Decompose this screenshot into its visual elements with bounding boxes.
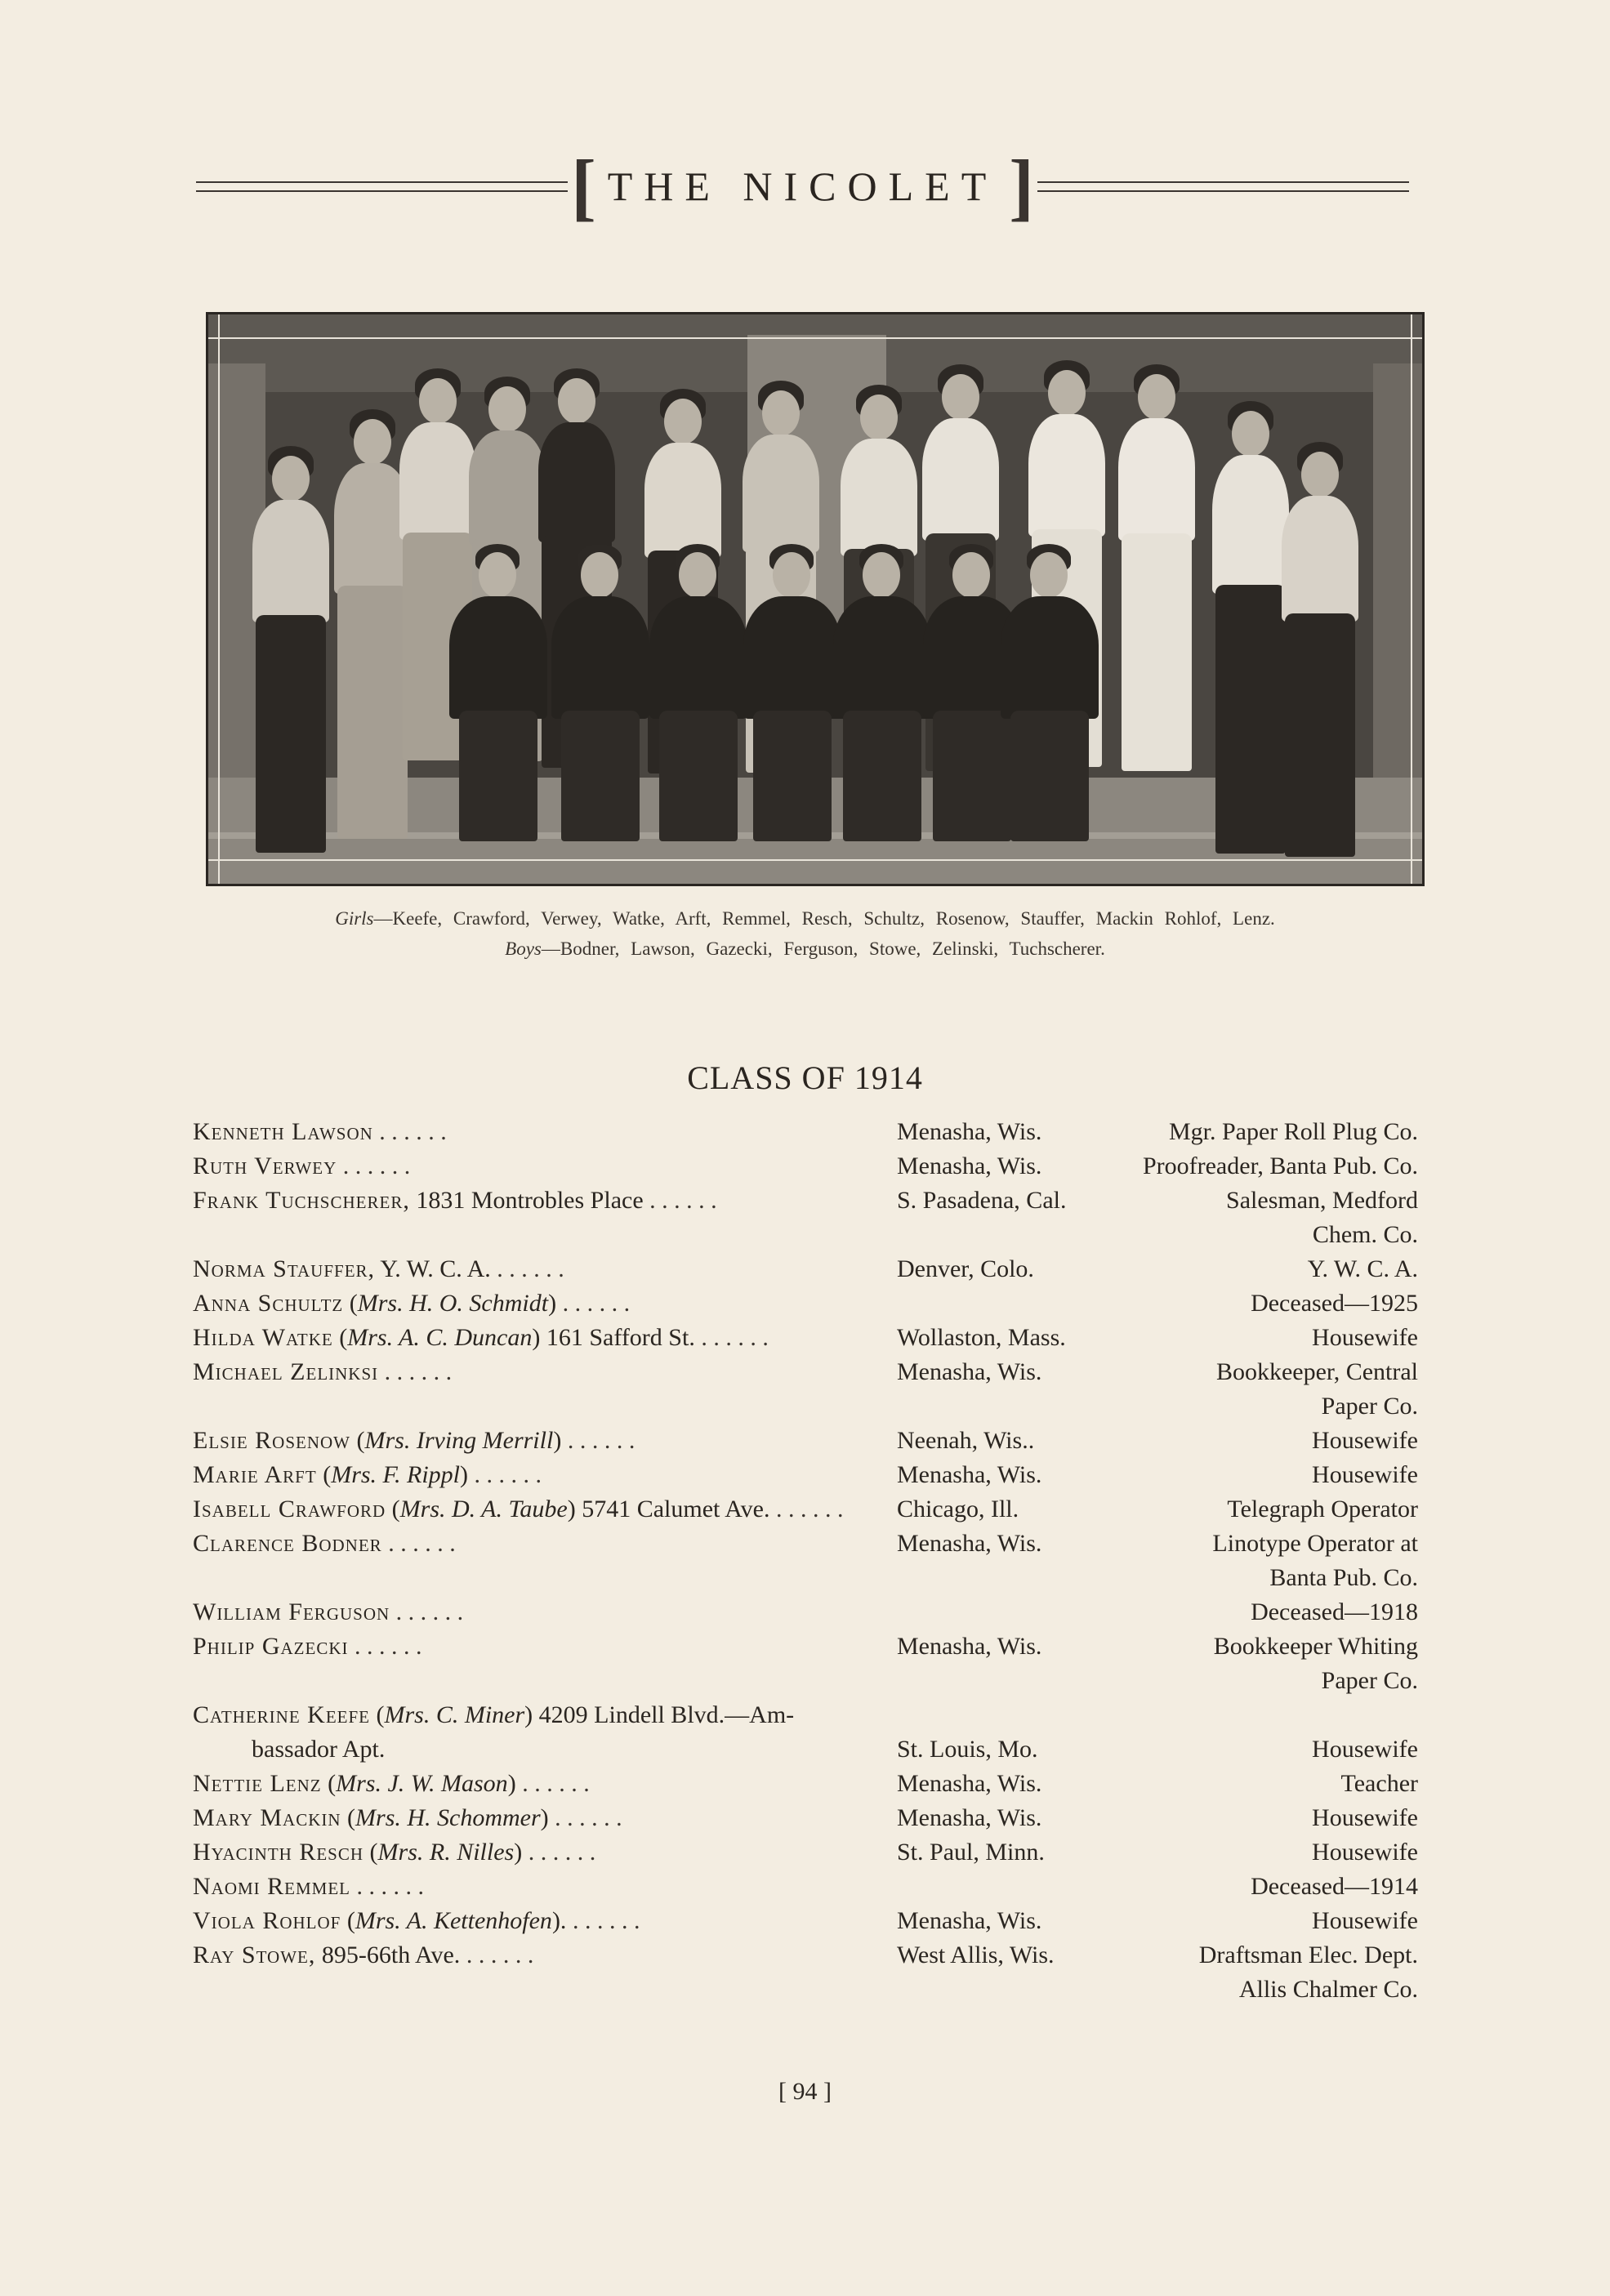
- roster-married-name: Mrs. F. Rippl: [331, 1461, 460, 1488]
- roster-married-name: Mrs. A. C. Duncan: [347, 1324, 533, 1351]
- class-heading: CLASS OF 1914: [687, 1059, 923, 1096]
- photo-figure: [992, 547, 1107, 849]
- caption-girls-names: —Keefe, Crawford, Verwey, Watke, Arft, Remmel, Resch, Schultz, Rosenow, Stauffer, Mackin Rohlof, Lenz.: [373, 908, 1275, 929]
- photo-figure: [441, 547, 555, 849]
- roster-city: Menasha, Wis.: [897, 1770, 1042, 1797]
- roster-address: 895-66th Ave.: [315, 1942, 461, 1968]
- roster-occupation: Housewife: [1312, 1324, 1418, 1351]
- roster-name: Michael Zelinksi . . . . . .: [193, 1358, 453, 1385]
- roster-occupation: Y. W. C. A.: [1307, 1255, 1418, 1282]
- roster-occupation: Deceased—1925: [1251, 1290, 1418, 1317]
- roster-name: Kenneth Lawson . . . . . .: [193, 1118, 447, 1145]
- roster-name: Marie Arft (Mrs. F. Rippl) . . . . . .: [193, 1461, 542, 1488]
- roster-occupation: Draftsman Elec. Dept. Allis Chalmer Co.: [1198, 1942, 1418, 2003]
- roster-married-name: Mrs. Irving Merrill: [364, 1427, 554, 1454]
- roster-address: ): [553, 1427, 562, 1454]
- roster-occupation: Deceased—1918: [1251, 1598, 1418, 1625]
- roster-name: Naomi Remmel . . . . . .: [193, 1873, 424, 1900]
- roster-name: Ray Stowe, 895-66th Ave. . . . . . .: [193, 1942, 534, 1968]
- roster-address: ) 161 Safford St.: [532, 1324, 695, 1351]
- class-group-photo: [206, 312, 1425, 886]
- class-roster: [193, 1115, 1418, 2003]
- roster-name: Clarence Bodner . . . . . .: [193, 1530, 456, 1557]
- roster-name: Viola Rohlof (Mrs. A. Kettenhofen). . . . . . .: [193, 1907, 640, 1934]
- header-right-bracket: ]: [1009, 145, 1034, 228]
- photo-caption-boys: [0, 938, 1610, 960]
- roster-married-name: Mrs. D. A. Taube: [399, 1496, 568, 1522]
- roster-married-name: Mrs. A. Kettenhofen: [355, 1907, 552, 1934]
- caption-boys-names: —Bodner, Lawson, Gazecki, Ferguson, Stowe, Zelinski, Tuchscherer.: [541, 938, 1105, 959]
- roster-occupation: Deceased—1914: [1251, 1873, 1418, 1900]
- roster-name: Norma Stauffer, Y. W. C. A. . . . . . .: [193, 1255, 564, 1282]
- roster-name: Elsie Rosenow (Mrs. Irving Merrill) . . . . . .: [193, 1427, 636, 1454]
- page-title: THE NICOLET: [607, 163, 998, 209]
- photo-figure: [543, 547, 658, 849]
- roster-married-name: Mrs. C. Miner: [384, 1701, 525, 1728]
- caption-girls-label: Girls: [335, 908, 374, 929]
- roster-occupation: Bookkeeper Whiting Paper Co.: [1213, 1633, 1418, 1694]
- roster-occupation: Housewife: [1312, 1736, 1418, 1763]
- photo-figure: [1107, 368, 1205, 751]
- roster-address: ): [507, 1770, 516, 1797]
- roster-address: ): [460, 1461, 468, 1488]
- roster-name: Anna Schultz (Mrs. H. O. Schmidt) . . . . . .: [193, 1290, 631, 1317]
- roster-city: Menasha, Wis.: [897, 1804, 1042, 1831]
- roster-city: Menasha, Wis.: [897, 1907, 1042, 1934]
- roster-name: Isabell Crawford (Mrs. D. A. Taube) 5741 Calumet Ave. . . . . . .: [193, 1496, 844, 1522]
- photo-caption-girls: [0, 908, 1610, 930]
- page-number: [ 94 ]: [778, 2078, 832, 2105]
- roster-occupation: Teacher: [1340, 1770, 1418, 1797]
- roster-occupation: Telegraph Operator: [1227, 1496, 1418, 1522]
- roster-entry: [193, 1527, 1418, 1595]
- roster-occupation: Linotype Operator at Banta Pub. Co.: [1212, 1530, 1418, 1591]
- roster-occupation: Salesman, Medford Chem. Co.: [1226, 1187, 1418, 1248]
- roster-name: William Ferguson . . . . . .: [193, 1598, 464, 1625]
- roster-married-name: Mrs. R. Nilles: [377, 1839, 515, 1866]
- roster-occupation: Housewife: [1312, 1461, 1418, 1488]
- roster-occupation: Mgr. Paper Roll Plug Co.: [1168, 1118, 1418, 1145]
- roster-name: Catherine Keefe (Mrs. C. Miner) 4209 Lindell Blvd.—Am-: [193, 1701, 795, 1728]
- roster-city: Menasha, Wis.: [897, 1152, 1042, 1179]
- roster-name: Frank Tuchscherer, 1831 Montrobles Place . . . . . .: [193, 1187, 717, 1214]
- photo-figure: [1270, 445, 1368, 837]
- roster-name: Ruth Verwey . . . . . .: [193, 1152, 411, 1179]
- header-right-rule: [1037, 181, 1409, 192]
- roster-city: Menasha, Wis.: [897, 1633, 1042, 1660]
- roster-city: Neenah, Wis..: [897, 1427, 1035, 1454]
- roster-married-name: Mrs. H. O. Schmidt: [357, 1290, 549, 1317]
- roster-name: Hilda Watke (Mrs. A. C. Duncan) 161 Safford St. . . . . . .: [193, 1324, 769, 1351]
- roster-married-name: Mrs. H. Schommer: [355, 1804, 541, 1831]
- roster-address: ) 4209 Lindell Blvd.—Am-: [524, 1701, 795, 1728]
- roster-occupation: Proofreader, Banta Pub. Co.: [1142, 1152, 1418, 1179]
- header-left-rule: [196, 181, 568, 192]
- roster-entry: [193, 1938, 1418, 2007]
- roster-entry: [193, 1698, 1418, 1767]
- roster-city: Menasha, Wis.: [897, 1118, 1042, 1145]
- roster-entry: [193, 1629, 1418, 1698]
- roster-name: Nettie Lenz (Mrs. J. W. Mason) . . . . . .: [193, 1770, 590, 1797]
- roster-city: Menasha, Wis.: [897, 1530, 1042, 1557]
- roster-occupation: Housewife: [1312, 1907, 1418, 1934]
- caption-boys-label: Boys: [505, 938, 542, 959]
- roster-entry: [193, 1184, 1418, 1252]
- roster-address: ): [514, 1839, 523, 1866]
- roster-name: Mary Mackin (Mrs. H. Schommer) . . . . . .: [193, 1804, 622, 1831]
- page-header: [196, 145, 1409, 228]
- roster-married-name: Mrs. J. W. Mason: [336, 1770, 508, 1797]
- roster-name: Hyacinth Resch (Mrs. R. Nilles) . . . . . .: [193, 1839, 596, 1866]
- roster-address: Y. W. C. A.: [375, 1255, 491, 1282]
- roster-address: ): [540, 1804, 549, 1831]
- roster-occupation: Housewife: [1312, 1839, 1418, 1866]
- roster-city: St. Louis, Mo.: [897, 1736, 1038, 1763]
- roster-city: S. Pasadena, Cal.: [897, 1187, 1067, 1214]
- roster-city: Menasha, Wis.: [897, 1358, 1042, 1385]
- roster-city: Denver, Colo.: [897, 1255, 1034, 1282]
- roster-address: 1831 Montrobles Place: [409, 1187, 644, 1214]
- roster-city: Chicago, Ill.: [897, 1496, 1019, 1522]
- header-left-bracket: [: [571, 145, 596, 228]
- roster-city: Menasha, Wis.: [897, 1461, 1042, 1488]
- roster-address-continued: bassador Apt.: [252, 1736, 386, 1763]
- roster-name: Philip Gazecki . . . . . .: [193, 1633, 422, 1660]
- roster-occupation: Housewife: [1312, 1427, 1418, 1454]
- roster-city: Wollaston, Mass.: [897, 1324, 1066, 1351]
- roster-address: ): [548, 1290, 557, 1317]
- roster-occupation: Housewife: [1312, 1804, 1418, 1831]
- roster-city: St. Paul, Minn.: [897, 1839, 1045, 1866]
- roster-entry: [193, 1355, 1418, 1424]
- roster-occupation: Bookkeeper, Central Paper Co.: [1215, 1358, 1418, 1420]
- roster-address: ) 5741 Calumet Ave.: [567, 1496, 770, 1522]
- roster-address: ).: [551, 1907, 567, 1934]
- roster-city: West Allis, Wis.: [897, 1942, 1055, 1968]
